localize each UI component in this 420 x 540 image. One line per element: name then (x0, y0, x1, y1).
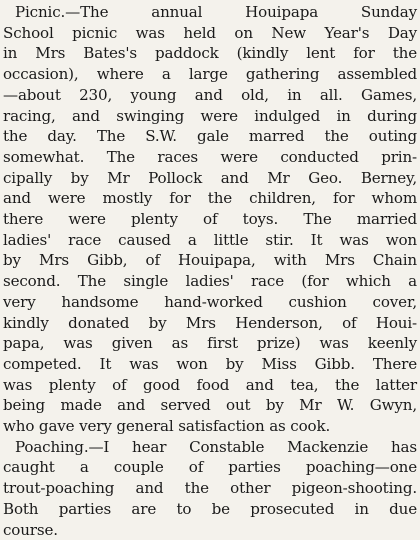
text-line: Picnic.—The annual Houipapa Sunday (15, 3, 417, 21)
text-line: ladies' race caused a little stir. It was won (3, 230, 417, 249)
text-line: somewhat. The races were conducted prin- (3, 147, 417, 166)
text-line: —about 230, young and old, in all. Games, (3, 85, 417, 104)
paragraph-poaching (3, 437, 417, 540)
text-line: who gave very general satisfaction as cook. (3, 417, 331, 436)
text-line: racing, and swinging were indulged in during (3, 106, 417, 125)
text-line: was plenty of good food and tea, the latter (3, 375, 417, 394)
text-line: caught a couple of parties poaching—one (3, 458, 417, 477)
text-line: trout-poaching and the other pigeon-shooting. (3, 479, 417, 498)
text-line: second. The single ladies' race (for which a (3, 272, 417, 291)
text-line: the day. The S.W. gale marred the outing (3, 127, 417, 146)
text-line: being made and served out by Mr W. Gwyn, (3, 396, 417, 415)
text-line: and were mostly for the children, for whom (3, 189, 417, 208)
text-line: there were plenty of toys. The married (3, 210, 417, 229)
text-line: kindly donated by Mrs Henderson, of Houi- (3, 313, 417, 332)
text-line: in Mrs Bates's paddock (kindly lent for the (3, 44, 417, 63)
text-line: very handsome hand-worked cushion cover, (3, 292, 417, 311)
text-line: occasion), where a large gathering assembled (3, 65, 417, 84)
text-line: Both parties are to be prosecuted in due (3, 499, 417, 518)
text-line: competed. It was won by Miss Gibb. There (3, 354, 417, 373)
text-line: Poaching.—I hear Constable Mackenzie has (15, 437, 417, 456)
paragraph-picnic (3, 2, 417, 437)
text-line: by Mrs Gibb, of Houipapa, with Mrs Chain (3, 251, 417, 270)
text-line: papa, was given as first prize) was keenly (3, 334, 417, 353)
text-line: course. (3, 520, 58, 539)
text-line: School picnic was held on New Year's Day (3, 23, 417, 42)
text-line: cipally by Mr Pollock and Mr Geo. Berney, (3, 168, 417, 187)
